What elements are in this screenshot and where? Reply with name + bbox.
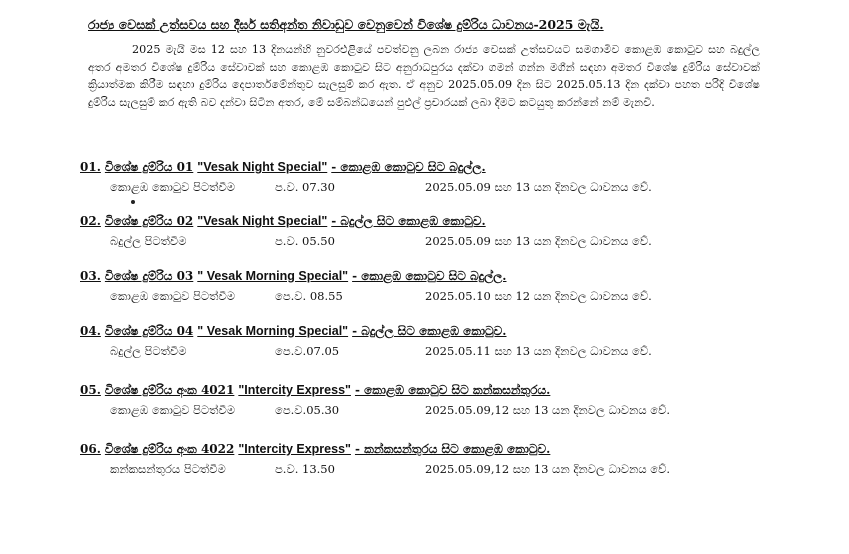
departure-time: පෙ.ව.07.05: [275, 344, 340, 358]
train-route: - කන්කසන්තුරය සිට කොළඹ කොටුව.: [354, 442, 551, 456]
train-route: - බදුල්ල සිට කොළඹ කොටුව.: [331, 214, 486, 228]
stray-dot-mark: [131, 200, 135, 204]
train-detail-row: [80, 344, 780, 364]
train-prefix: විශේෂ දුම්රිය අංක 4022: [104, 442, 235, 456]
train-detail-row: [80, 180, 780, 200]
intro-paragraph: 2025 මැයි මස 12 සහ 13 දිනයන්හි නුවරඑළියේ පවත්වනු ලබන රාජ්‍ය වෙසක් උත්සවයට සමගාමීව කොළඹ කොටුව සහ බදුල්ල අතර අමතර විශේෂ දුම්රිය සේවාවක් සහ කොළඹ කොටුව සිට අනුරාධපුරය දක්වා ගමන් ගන්න මගීන් සඳහා අමතර විශේෂ දුම්රිය සේවාවක් ක්‍රියාත්මක කිරීම සඳහා දුම්රිය දෙපාර්තමේන්තුව සැලසුම් කර ඇත. ඒ අනුව 2025.05.09 දින සිට 2025.05.13 දින දක්වා පහත පරිදි විශේෂ දුම්රිය සැලසුම් කර ඇති බව දන්වා සිටින අතර, මේ සම්බන්ධයෙන් පුළුල් ප්‍රචාරයක් ලබා දීමට කටයුතු කරන්නේ නම් මැනවි.: [88, 43, 760, 109]
train-section: [80, 214, 780, 254]
train-name: " Vesak Morning Special": [197, 269, 349, 283]
train-heading: [80, 160, 780, 175]
run-schedule: 2025.05.09,12 සහ 13 යන දිනවල ධාවනය වේ.: [425, 403, 671, 417]
departure-station: කන්කසන්තුරය පිටත්වීම: [110, 462, 226, 476]
train-prefix: විශේෂ දුම්රිය 03: [104, 269, 194, 283]
departure-station: කොළඹ කොටුව පිටත්වීම: [110, 180, 235, 194]
departure-time: පෙ.ව. 08.55: [275, 289, 343, 303]
train-name: " Vesak Morning Special": [197, 324, 349, 338]
train-number: 02.: [80, 214, 101, 228]
train-heading: [80, 269, 780, 284]
run-schedule: 2025.05.11 සහ 13 යන දිනවල ධාවනය වේ.: [425, 344, 652, 358]
run-schedule: 2025.05.09 සහ 13 යන දිනවල ධාවනය වේ.: [425, 180, 652, 194]
run-schedule: 2025.05.09 සහ 13 යන දිනවල ධාවනය වේ.: [425, 234, 652, 248]
departure-time: ප.ව. 05.50: [275, 234, 335, 248]
departure-station: බදුල්ල පිටත්වීම: [110, 234, 187, 248]
train-detail-row: [80, 289, 780, 309]
train-number: 03.: [80, 269, 101, 283]
departure-station: කොළඹ කොටුව පිටත්වීම: [110, 289, 235, 303]
train-section: [80, 324, 780, 364]
train-number: 01.: [80, 160, 101, 174]
run-schedule: 2025.05.09,12 සහ 13 යන දිනවල ධාවනය වේ.: [425, 462, 671, 476]
train-prefix: විශේෂ දුම්රිය 02: [104, 214, 194, 228]
train-route: - බදුල්ල සිට කොළඹ කොටුව.: [352, 324, 507, 338]
train-section: [80, 160, 780, 200]
departure-time: ප.ව. 07.30: [275, 180, 335, 194]
train-section: [80, 269, 780, 309]
train-section: [80, 383, 780, 423]
train-detail-row: [80, 234, 780, 254]
train-prefix: විශේෂ දුම්රිය අංක 4021: [104, 383, 235, 397]
train-route: - කොළඹ කොටුව සිට බදුල්ල.: [352, 269, 507, 283]
train-prefix: විශේෂ දුම්රිය 04: [104, 324, 194, 338]
run-schedule: 2025.05.10 සහ 12 යන දිනවල ධාවනය වේ.: [425, 289, 652, 303]
departure-station: කොළඹ කොටුව පිටත්වීම: [110, 403, 235, 417]
departure-time: ප.ව. 13.50: [275, 462, 335, 476]
departure-station: බදුල්ල පිටත්වීම: [110, 344, 187, 358]
train-name: "Vesak Night Special": [197, 160, 328, 174]
train-name: "Intercity Express": [238, 442, 351, 456]
departure-time: පෙ.ව.05.30: [275, 403, 340, 417]
train-number: 06.: [80, 442, 101, 456]
train-heading: [80, 442, 780, 457]
train-number: 05.: [80, 383, 101, 397]
train-detail-row: [80, 403, 780, 423]
train-number: 04.: [80, 324, 101, 338]
train-prefix: විශේෂ දුම්රිය 01: [104, 160, 194, 174]
train-name: "Intercity Express": [238, 383, 351, 397]
train-route: - කොළඹ කොටුව සිට කන්කසන්තුරය.: [354, 383, 551, 397]
train-detail-row: [80, 462, 780, 482]
document-title: රාජ්‍ය වෙසක් උත්සවය සහ දීර්ඝ සතිඅන්ත නිවාඩුව වෙනුවෙන් විශේෂ දුම්රිය ධාවනය-2025 මැයි.: [88, 17, 604, 32]
train-route: - කොළඹ කොටුව සිට බදුල්ල.: [331, 160, 486, 174]
train-heading: [80, 324, 780, 339]
train-heading: [80, 383, 780, 398]
train-heading: [80, 214, 780, 229]
train-section: [80, 442, 780, 482]
train-name: "Vesak Night Special": [197, 214, 328, 228]
